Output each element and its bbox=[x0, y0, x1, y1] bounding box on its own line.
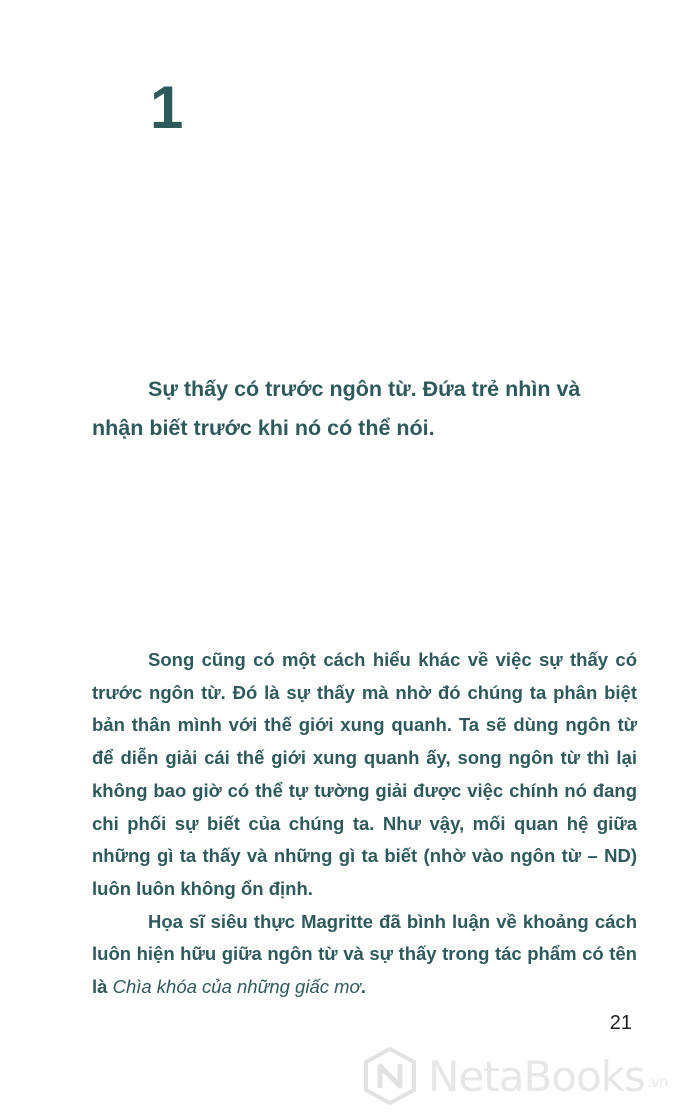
artwork-title: Chìa khóa của những giấc mơ bbox=[112, 976, 361, 998]
epigraph: Sự thấy có trước ngôn từ. Đứa trẻ nhìn và nhận biết trước khi nó có thể nói. bbox=[92, 377, 581, 440]
netabooks-logo-icon bbox=[360, 1046, 420, 1106]
watermark-suffix: .vn bbox=[646, 1074, 669, 1091]
watermark bbox=[360, 1046, 690, 1106]
paragraph-2-end: . bbox=[360, 976, 366, 998]
body-text bbox=[92, 644, 637, 1004]
chapter-number: 1 bbox=[150, 74, 184, 141]
paragraph-2-text: Họa sĩ siêu thực Magritte đã bình luận về khoảng cách luôn hiện hữu giữa ngôn từ và sự thấy trong tác phẩm có tên là bbox=[92, 910, 637, 998]
paragraph-1: Song cũng có một cách hiểu khác về việc sự thấy có trước ngôn từ. Đó là sự thấy mà nhờ đó chúng ta phân biệt bản thân mình với thế giới xung quanh. Ta sẽ dùng ngôn từ để diễn giải cái thế giới xung quanh ấy, song ngôn từ thì lại không bao giờ có thể tự tường giải được việc chính nó đang chi phối sự biết của chúng ta. Như vậy, mối quan hệ giữa những gì ta thấy và những gì ta biết (nhờ vào ngôn từ – ND) luôn luôn không ổn định. bbox=[92, 649, 637, 899]
page-number: 21 bbox=[609, 1012, 632, 1034]
watermark-brand: NetaBooks bbox=[428, 1051, 645, 1101]
paragraph-2 bbox=[92, 906, 637, 1004]
